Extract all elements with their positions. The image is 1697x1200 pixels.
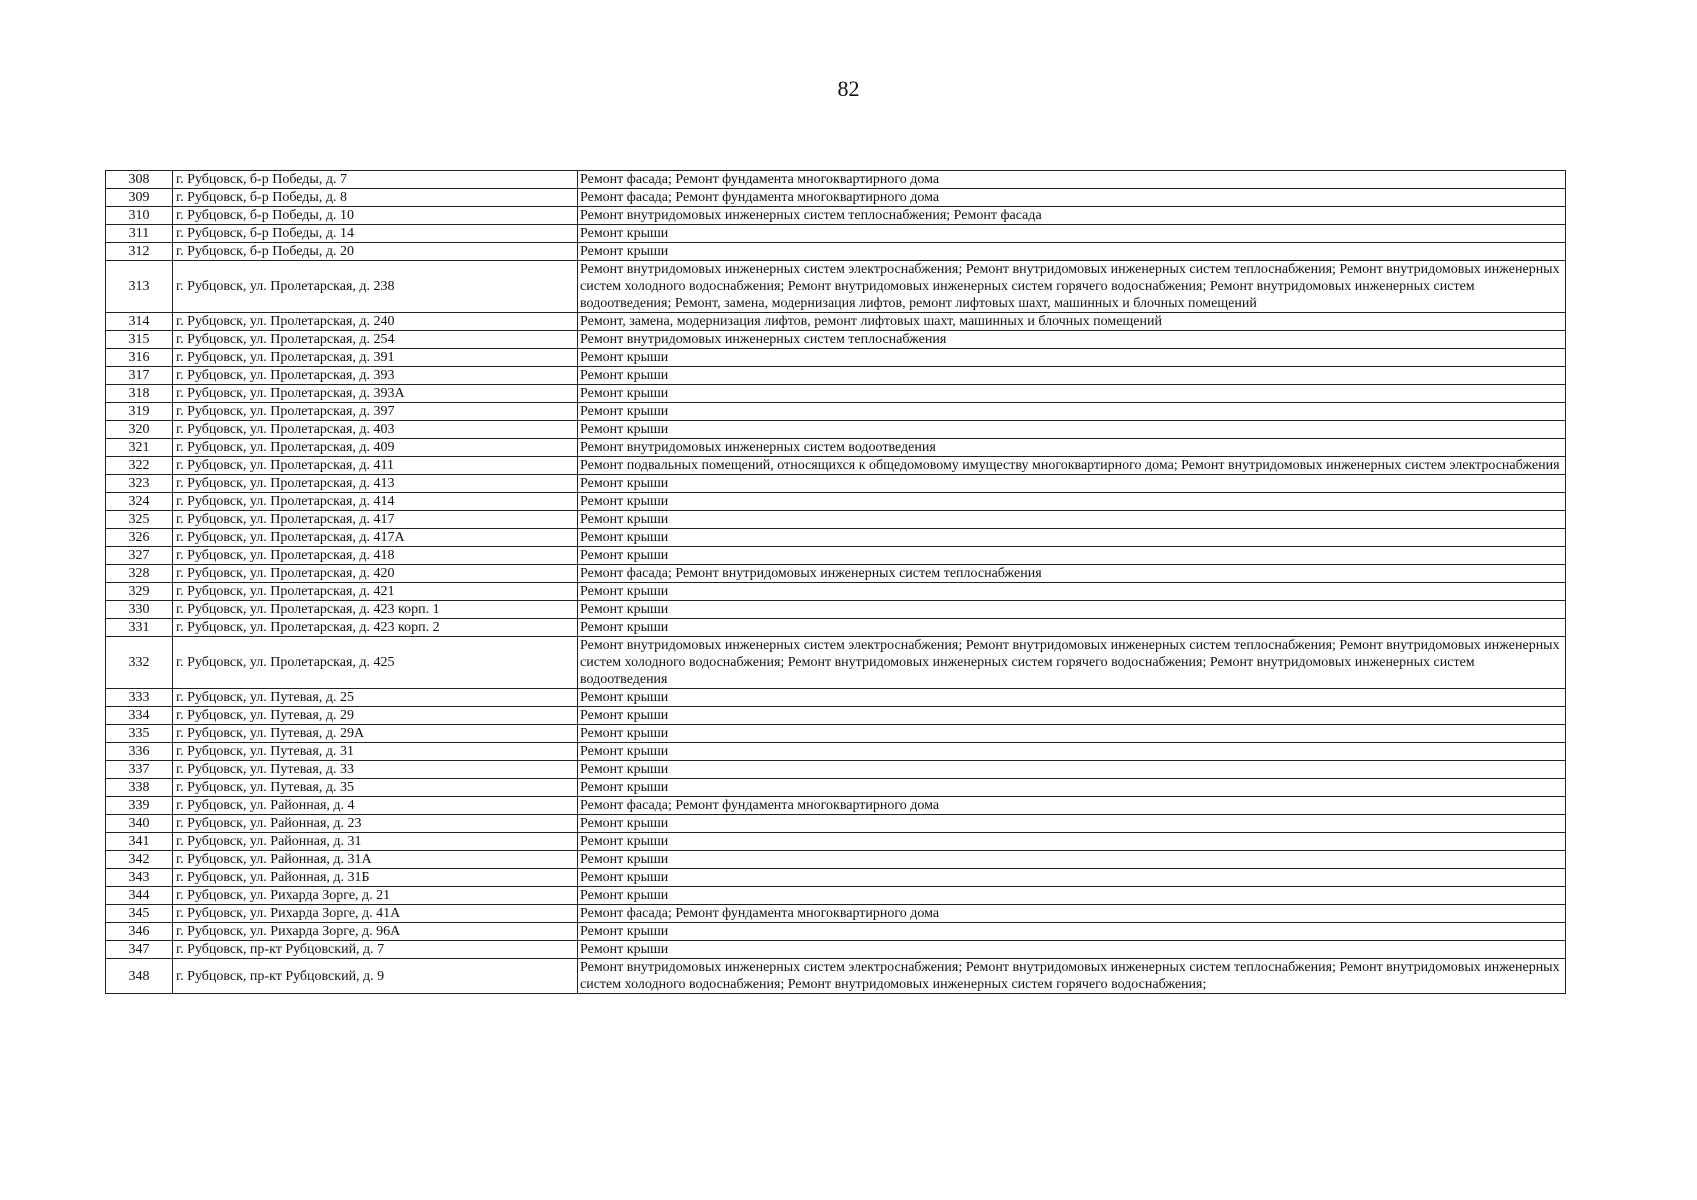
- address-cell: г. Рубцовск, б-р Победы, д. 20: [173, 243, 578, 261]
- address-cell: г. Рубцовск, ул. Путевая, д. 35: [173, 779, 578, 797]
- works-cell: Ремонт крыши: [578, 511, 1566, 529]
- row-number-cell: 315: [106, 331, 173, 349]
- address-cell: г. Рубцовск, ул. Пролетарская, д. 411: [173, 457, 578, 475]
- address-cell: г. Рубцовск, ул. Рихарда Зорге, д. 96А: [173, 923, 578, 941]
- row-number-cell: 339: [106, 797, 173, 815]
- table-row: [106, 941, 1566, 959]
- works-cell: Ремонт крыши: [578, 725, 1566, 743]
- works-cell: Ремонт крыши: [578, 583, 1566, 601]
- table-row: [106, 493, 1566, 511]
- address-cell: г. Рубцовск, ул. Пролетарская, д. 421: [173, 583, 578, 601]
- row-number-cell: 336: [106, 743, 173, 761]
- table-row: [106, 385, 1566, 403]
- works-cell: Ремонт внутридомовых инженерных систем теплоснабжения; Ремонт фасада: [578, 207, 1566, 225]
- row-number-cell: 311: [106, 225, 173, 243]
- row-number-cell: 335: [106, 725, 173, 743]
- row-number-cell: 323: [106, 475, 173, 493]
- works-cell: Ремонт крыши: [578, 707, 1566, 725]
- works-cell: Ремонт крыши: [578, 475, 1566, 493]
- table-row: [106, 725, 1566, 743]
- table-row: [106, 959, 1566, 994]
- row-number-cell: 329: [106, 583, 173, 601]
- table-row: [106, 547, 1566, 565]
- row-number-cell: 345: [106, 905, 173, 923]
- row-number-cell: 322: [106, 457, 173, 475]
- table-row: [106, 833, 1566, 851]
- address-cell: г. Рубцовск, ул. Путевая, д. 33: [173, 761, 578, 779]
- address-cell: г. Рубцовск, ул. Районная, д. 23: [173, 815, 578, 833]
- works-cell: Ремонт фасада; Ремонт внутридомовых инженерных систем теплоснабжения: [578, 565, 1566, 583]
- table-row: [106, 421, 1566, 439]
- row-number-cell: 313: [106, 261, 173, 313]
- address-cell: г. Рубцовск, ул. Районная, д. 31: [173, 833, 578, 851]
- table-row: [106, 797, 1566, 815]
- table-row: [106, 225, 1566, 243]
- row-number-cell: 326: [106, 529, 173, 547]
- table-row: [106, 529, 1566, 547]
- address-cell: г. Рубцовск, ул. Пролетарская, д. 393А: [173, 385, 578, 403]
- row-number-cell: 318: [106, 385, 173, 403]
- row-number-cell: 344: [106, 887, 173, 905]
- address-cell: г. Рубцовск, ул. Пролетарская, д. 423 корп. 1: [173, 601, 578, 619]
- row-number-cell: 331: [106, 619, 173, 637]
- works-cell: Ремонт крыши: [578, 619, 1566, 637]
- address-cell: г. Рубцовск, ул. Путевая, д. 29А: [173, 725, 578, 743]
- works-cell: Ремонт крыши: [578, 779, 1566, 797]
- works-cell: Ремонт подвальных помещений, относящихся к общедомовому имуществу многоквартирного дома; Ремонт внутридомовых инженерных систем электроснабжения: [578, 457, 1566, 475]
- row-number-cell: 319: [106, 403, 173, 421]
- table-row: [106, 761, 1566, 779]
- works-cell: Ремонт крыши: [578, 493, 1566, 511]
- address-cell: г. Рубцовск, ул. Путевая, д. 25: [173, 689, 578, 707]
- row-number-cell: 325: [106, 511, 173, 529]
- table-row: [106, 779, 1566, 797]
- table-row: [106, 905, 1566, 923]
- address-cell: г. Рубцовск, ул. Районная, д. 31А: [173, 851, 578, 869]
- page-number: 82: [837, 76, 860, 101]
- works-cell: Ремонт внутридомовых инженерных систем электроснабжения; Ремонт внутридомовых инженерных систем теплоснабжения; Ремонт внутридомовых инженерных систем холодного водоснабжения; Ремонт внутридомовых инженерных систем горячего водоснабжения;: [578, 959, 1566, 994]
- works-cell: Ремонт внутридомовых инженерных систем электроснабжения; Ремонт внутридомовых инженерных систем теплоснабжения; Ремонт внутридомовых инженерных систем холодного водоснабжения; Ремонт внутридомовых инженерных систем горячего водоснабжения; Ремонт внутридомовых инженерных систем водоотведения: [578, 637, 1566, 689]
- row-number-cell: 316: [106, 349, 173, 367]
- works-cell: Ремонт крыши: [578, 243, 1566, 261]
- table-row: [106, 189, 1566, 207]
- works-cell: Ремонт крыши: [578, 367, 1566, 385]
- table-row: [106, 367, 1566, 385]
- address-cell: г. Рубцовск, ул. Путевая, д. 29: [173, 707, 578, 725]
- table-row: [106, 331, 1566, 349]
- address-cell: г. Рубцовск, ул. Пролетарская, д. 417А: [173, 529, 578, 547]
- address-cell: г. Рубцовск, ул. Пролетарская, д. 238: [173, 261, 578, 313]
- row-number-cell: 328: [106, 565, 173, 583]
- repair-works-table: [105, 170, 1566, 994]
- table-row: [106, 689, 1566, 707]
- address-cell: г. Рубцовск, ул. Пролетарская, д. 425: [173, 637, 578, 689]
- works-cell: Ремонт крыши: [578, 421, 1566, 439]
- table-row: [106, 851, 1566, 869]
- works-cell: Ремонт крыши: [578, 225, 1566, 243]
- row-number-cell: 340: [106, 815, 173, 833]
- table-row: [106, 887, 1566, 905]
- row-number-cell: 333: [106, 689, 173, 707]
- table-row: [106, 601, 1566, 619]
- table-row: [106, 313, 1566, 331]
- row-number-cell: 342: [106, 851, 173, 869]
- address-cell: г. Рубцовск, ул. Рихарда Зорге, д. 21: [173, 887, 578, 905]
- address-cell: г. Рубцовск, ул. Пролетарская, д. 409: [173, 439, 578, 457]
- works-cell: Ремонт крыши: [578, 851, 1566, 869]
- address-cell: г. Рубцовск, ул. Пролетарская, д. 403: [173, 421, 578, 439]
- works-cell: Ремонт внутридомовых инженерных систем теплоснабжения: [578, 331, 1566, 349]
- address-cell: г. Рубцовск, ул. Пролетарская, д. 240: [173, 313, 578, 331]
- row-number-cell: 337: [106, 761, 173, 779]
- works-cell: Ремонт крыши: [578, 887, 1566, 905]
- row-number-cell: 324: [106, 493, 173, 511]
- works-cell: Ремонт крыши: [578, 761, 1566, 779]
- address-cell: г. Рубцовск, ул. Пролетарская, д. 414: [173, 493, 578, 511]
- row-number-cell: 348: [106, 959, 173, 994]
- row-number-cell: 346: [106, 923, 173, 941]
- row-number-cell: 309: [106, 189, 173, 207]
- table-row: [106, 815, 1566, 833]
- row-number-cell: 332: [106, 637, 173, 689]
- address-cell: г. Рубцовск, ул. Районная, д. 31Б: [173, 869, 578, 887]
- address-cell: г. Рубцовск, пр-кт Рубцовский, д. 9: [173, 959, 578, 994]
- table-row: [106, 511, 1566, 529]
- row-number-cell: 321: [106, 439, 173, 457]
- row-number-cell: 343: [106, 869, 173, 887]
- works-cell: Ремонт крыши: [578, 601, 1566, 619]
- table-row: [106, 171, 1566, 189]
- works-cell: Ремонт, замена, модернизация лифтов, ремонт лифтовых шахт, машинных и блочных помещений: [578, 313, 1566, 331]
- table-row: [106, 565, 1566, 583]
- address-cell: г. Рубцовск, ул. Пролетарская, д. 423 корп. 2: [173, 619, 578, 637]
- table-row: [106, 457, 1566, 475]
- works-cell: Ремонт крыши: [578, 869, 1566, 887]
- row-number-cell: 314: [106, 313, 173, 331]
- address-cell: г. Рубцовск, ул. Пролетарская, д. 417: [173, 511, 578, 529]
- works-cell: Ремонт крыши: [578, 403, 1566, 421]
- table-row: [106, 743, 1566, 761]
- table-row: [106, 439, 1566, 457]
- works-cell: Ремонт фасада; Ремонт фундамента многоквартирного дома: [578, 171, 1566, 189]
- works-cell: Ремонт крыши: [578, 547, 1566, 565]
- address-cell: г. Рубцовск, ул. Пролетарская, д. 413: [173, 475, 578, 493]
- address-cell: г. Рубцовск, б-р Победы, д. 10: [173, 207, 578, 225]
- row-number-cell: 310: [106, 207, 173, 225]
- works-cell: Ремонт крыши: [578, 385, 1566, 403]
- table-row: [106, 349, 1566, 367]
- address-cell: г. Рубцовск, ул. Рихарда Зорге, д. 41А: [173, 905, 578, 923]
- table-row: [106, 869, 1566, 887]
- address-cell: г. Рубцовск, ул. Пролетарская, д. 418: [173, 547, 578, 565]
- table-row: [106, 619, 1566, 637]
- table-row: [106, 923, 1566, 941]
- address-cell: г. Рубцовск, пр-кт Рубцовский, д. 7: [173, 941, 578, 959]
- works-cell: Ремонт крыши: [578, 941, 1566, 959]
- table-row: [106, 583, 1566, 601]
- address-cell: г. Рубцовск, ул. Пролетарская, д. 254: [173, 331, 578, 349]
- works-cell: Ремонт крыши: [578, 529, 1566, 547]
- address-cell: г. Рубцовск, ул. Пролетарская, д. 391: [173, 349, 578, 367]
- works-cell: Ремонт фасада; Ремонт фундамента многоквартирного дома: [578, 905, 1566, 923]
- table-row: [106, 207, 1566, 225]
- row-number-cell: 330: [106, 601, 173, 619]
- address-cell: г. Рубцовск, ул. Пролетарская, д. 420: [173, 565, 578, 583]
- row-number-cell: 312: [106, 243, 173, 261]
- works-cell: Ремонт крыши: [578, 833, 1566, 851]
- works-cell: Ремонт фасада; Ремонт фундамента многоквартирного дома: [578, 797, 1566, 815]
- row-number-cell: 327: [106, 547, 173, 565]
- address-cell: г. Рубцовск, ул. Путевая, д. 31: [173, 743, 578, 761]
- row-number-cell: 341: [106, 833, 173, 851]
- table-row: [106, 403, 1566, 421]
- table-row: [106, 475, 1566, 493]
- works-cell: Ремонт внутридомовых инженерных систем водоотведения: [578, 439, 1566, 457]
- address-cell: г. Рубцовск, б-р Победы, д. 8: [173, 189, 578, 207]
- address-cell: г. Рубцовск, б-р Победы, д. 7: [173, 171, 578, 189]
- address-cell: г. Рубцовск, ул. Пролетарская, д. 393: [173, 367, 578, 385]
- row-number-cell: 317: [106, 367, 173, 385]
- row-number-cell: 308: [106, 171, 173, 189]
- works-cell: Ремонт крыши: [578, 689, 1566, 707]
- works-cell: Ремонт крыши: [578, 743, 1566, 761]
- table-row: [106, 243, 1566, 261]
- table-row: [106, 261, 1566, 313]
- works-cell: Ремонт крыши: [578, 815, 1566, 833]
- row-number-cell: 338: [106, 779, 173, 797]
- row-number-cell: 334: [106, 707, 173, 725]
- table-row: [106, 707, 1566, 725]
- row-number-cell: 347: [106, 941, 173, 959]
- works-cell: Ремонт крыши: [578, 349, 1566, 367]
- address-cell: г. Рубцовск, ул. Районная, д. 4: [173, 797, 578, 815]
- works-cell: Ремонт крыши: [578, 923, 1566, 941]
- works-cell: Ремонт внутридомовых инженерных систем электроснабжения; Ремонт внутридомовых инженерных систем теплоснабжения; Ремонт внутридомовых инженерных систем холодного водоснабжения; Ремонт внутридомовых инженерных систем горячего водоснабжения; Ремонт внутридомовых инженерных систем водоотведения; Ремонт, замена, модернизация лифтов, ремонт лифтовых шахт, машинных и блочных помещений: [578, 261, 1566, 313]
- address-cell: г. Рубцовск, ул. Пролетарская, д. 397: [173, 403, 578, 421]
- row-number-cell: 320: [106, 421, 173, 439]
- table-row: [106, 637, 1566, 689]
- table-body: [106, 171, 1566, 994]
- address-cell: г. Рубцовск, б-р Победы, д. 14: [173, 225, 578, 243]
- works-cell: Ремонт фасада; Ремонт фундамента многоквартирного дома: [578, 189, 1566, 207]
